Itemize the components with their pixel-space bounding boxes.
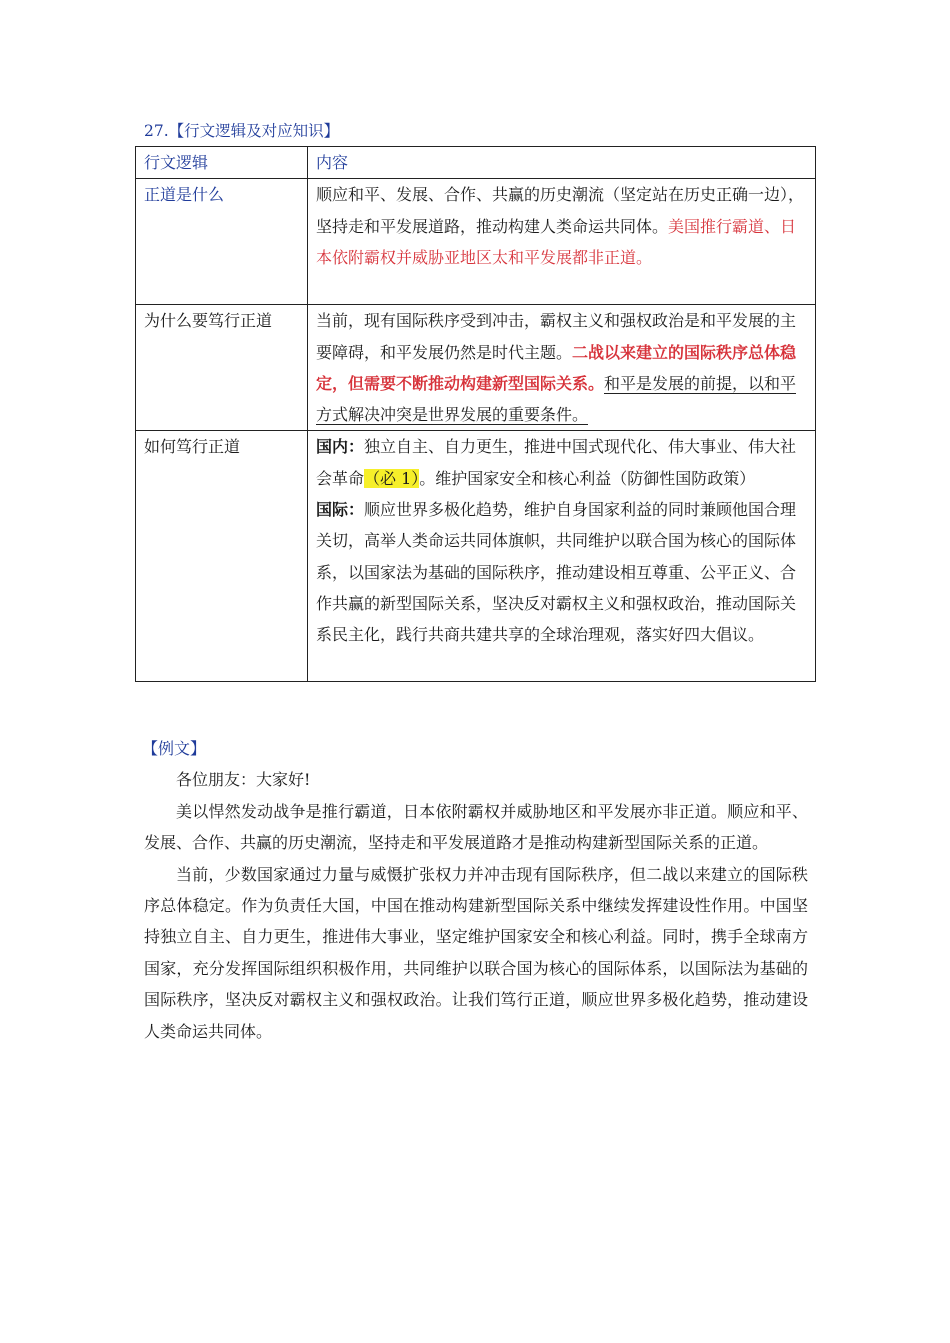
table-header-row xyxy=(136,147,816,179)
example-title: 【例文】 xyxy=(142,739,207,758)
domestic-label: 国内： xyxy=(316,437,365,457)
example-paragraph: 当前，少数国家通过力量与威慑扩张权力并冲击现有国际秩序，但二战以来建立的国际秩序总体稳定。作为负责任大国，中国在推动构建新型国际关系中继续发挥建设性作用。中国坚持独立自主、自力更生，推进伟大事业，坚定维护国家安全和核心利益。同时，携手全球南方国家，充分发挥国际组织积极作用，共同维护以联合国为核心的国际体系，以国际法为基础的国际秩序，坚决反对霸权主义和强权政治。让我们笃行正道，顺应世界多极化趋势，推动建设人类命运共同体。 xyxy=(144,864,808,1041)
header-content: 内容 xyxy=(308,147,816,179)
row-label: 如何笃行正道 xyxy=(136,431,308,682)
example-essay xyxy=(144,733,808,1047)
domestic-text: 独立自主、自力更生，推进中国式现代化、伟大事业、伟大社会革命 xyxy=(316,437,797,488)
header-logic: 行文逻辑 xyxy=(136,147,308,179)
row-label: 正道是什么 xyxy=(136,179,308,305)
domestic-block xyxy=(316,431,807,494)
table-row xyxy=(136,179,816,305)
row-content xyxy=(308,431,816,682)
section-title: 27.【行文逻辑及对应知识】 xyxy=(144,122,340,140)
row-label: 为什么要笃行正道 xyxy=(136,305,308,431)
table-row xyxy=(136,305,816,431)
content-text: 顺应和平、发展、合作、共赢的历史潮流（坚定站在历史正确一边），坚持走和平发展道路，推动构建人类命运共同体。 xyxy=(316,185,805,236)
international-block xyxy=(316,494,807,650)
example-greeting: 各位朋友：大家好! xyxy=(176,770,311,790)
content-underlined-text: 和平是发展的前提，以和平方式解决冲突是世界发展的重要条件。 xyxy=(316,373,797,425)
example-paragraph: 美以悍然发动战争是推行霸道，日本依附霸权并威胁地区和平发展亦非正道。顺应和平、发展、合作、共赢的历史潮流，坚持走和平发展道路才是推动构建新型国际关系的正道。 xyxy=(144,801,808,853)
logic-table xyxy=(135,146,816,682)
intl-label: 国际： xyxy=(316,500,365,520)
table-row xyxy=(136,431,816,682)
row-content xyxy=(308,179,816,305)
intl-text: 顺应世界多极化趋势，维护自身国家利益的同时兼顾他国合理关切，高举人类命运共同体旗帜，共同维护以联合国为核心的国际体系，以国家法为基础的国际秩序，推动建设相互尊重、公平正义、合作共赢的新型国际关系，坚决反对霸权主义和强权政治，推动国际关系民主化，践行共商共建共享的全球治理观，落实好四大倡议。 xyxy=(316,500,797,645)
domestic-tail: 。维护国家安全和核心利益（防御性国防政策） xyxy=(419,468,756,488)
highlight-mark: （必 1） xyxy=(364,468,420,488)
content-red-bold-text: 二战以来建立的国际秩序总体稳定，但需要不断推动构建新型国际关系。 xyxy=(316,342,797,393)
content-text: 当前，现有国际秩序受到冲击，霸权主义和强权政治是和平发展的主要障碍，和平发展仍然是时代主题。 xyxy=(316,311,797,362)
row-content xyxy=(308,305,816,431)
content-red-text: 美国推行霸道、日本依附霸权并威胁亚地区太和平发展都非正道。 xyxy=(316,216,797,267)
